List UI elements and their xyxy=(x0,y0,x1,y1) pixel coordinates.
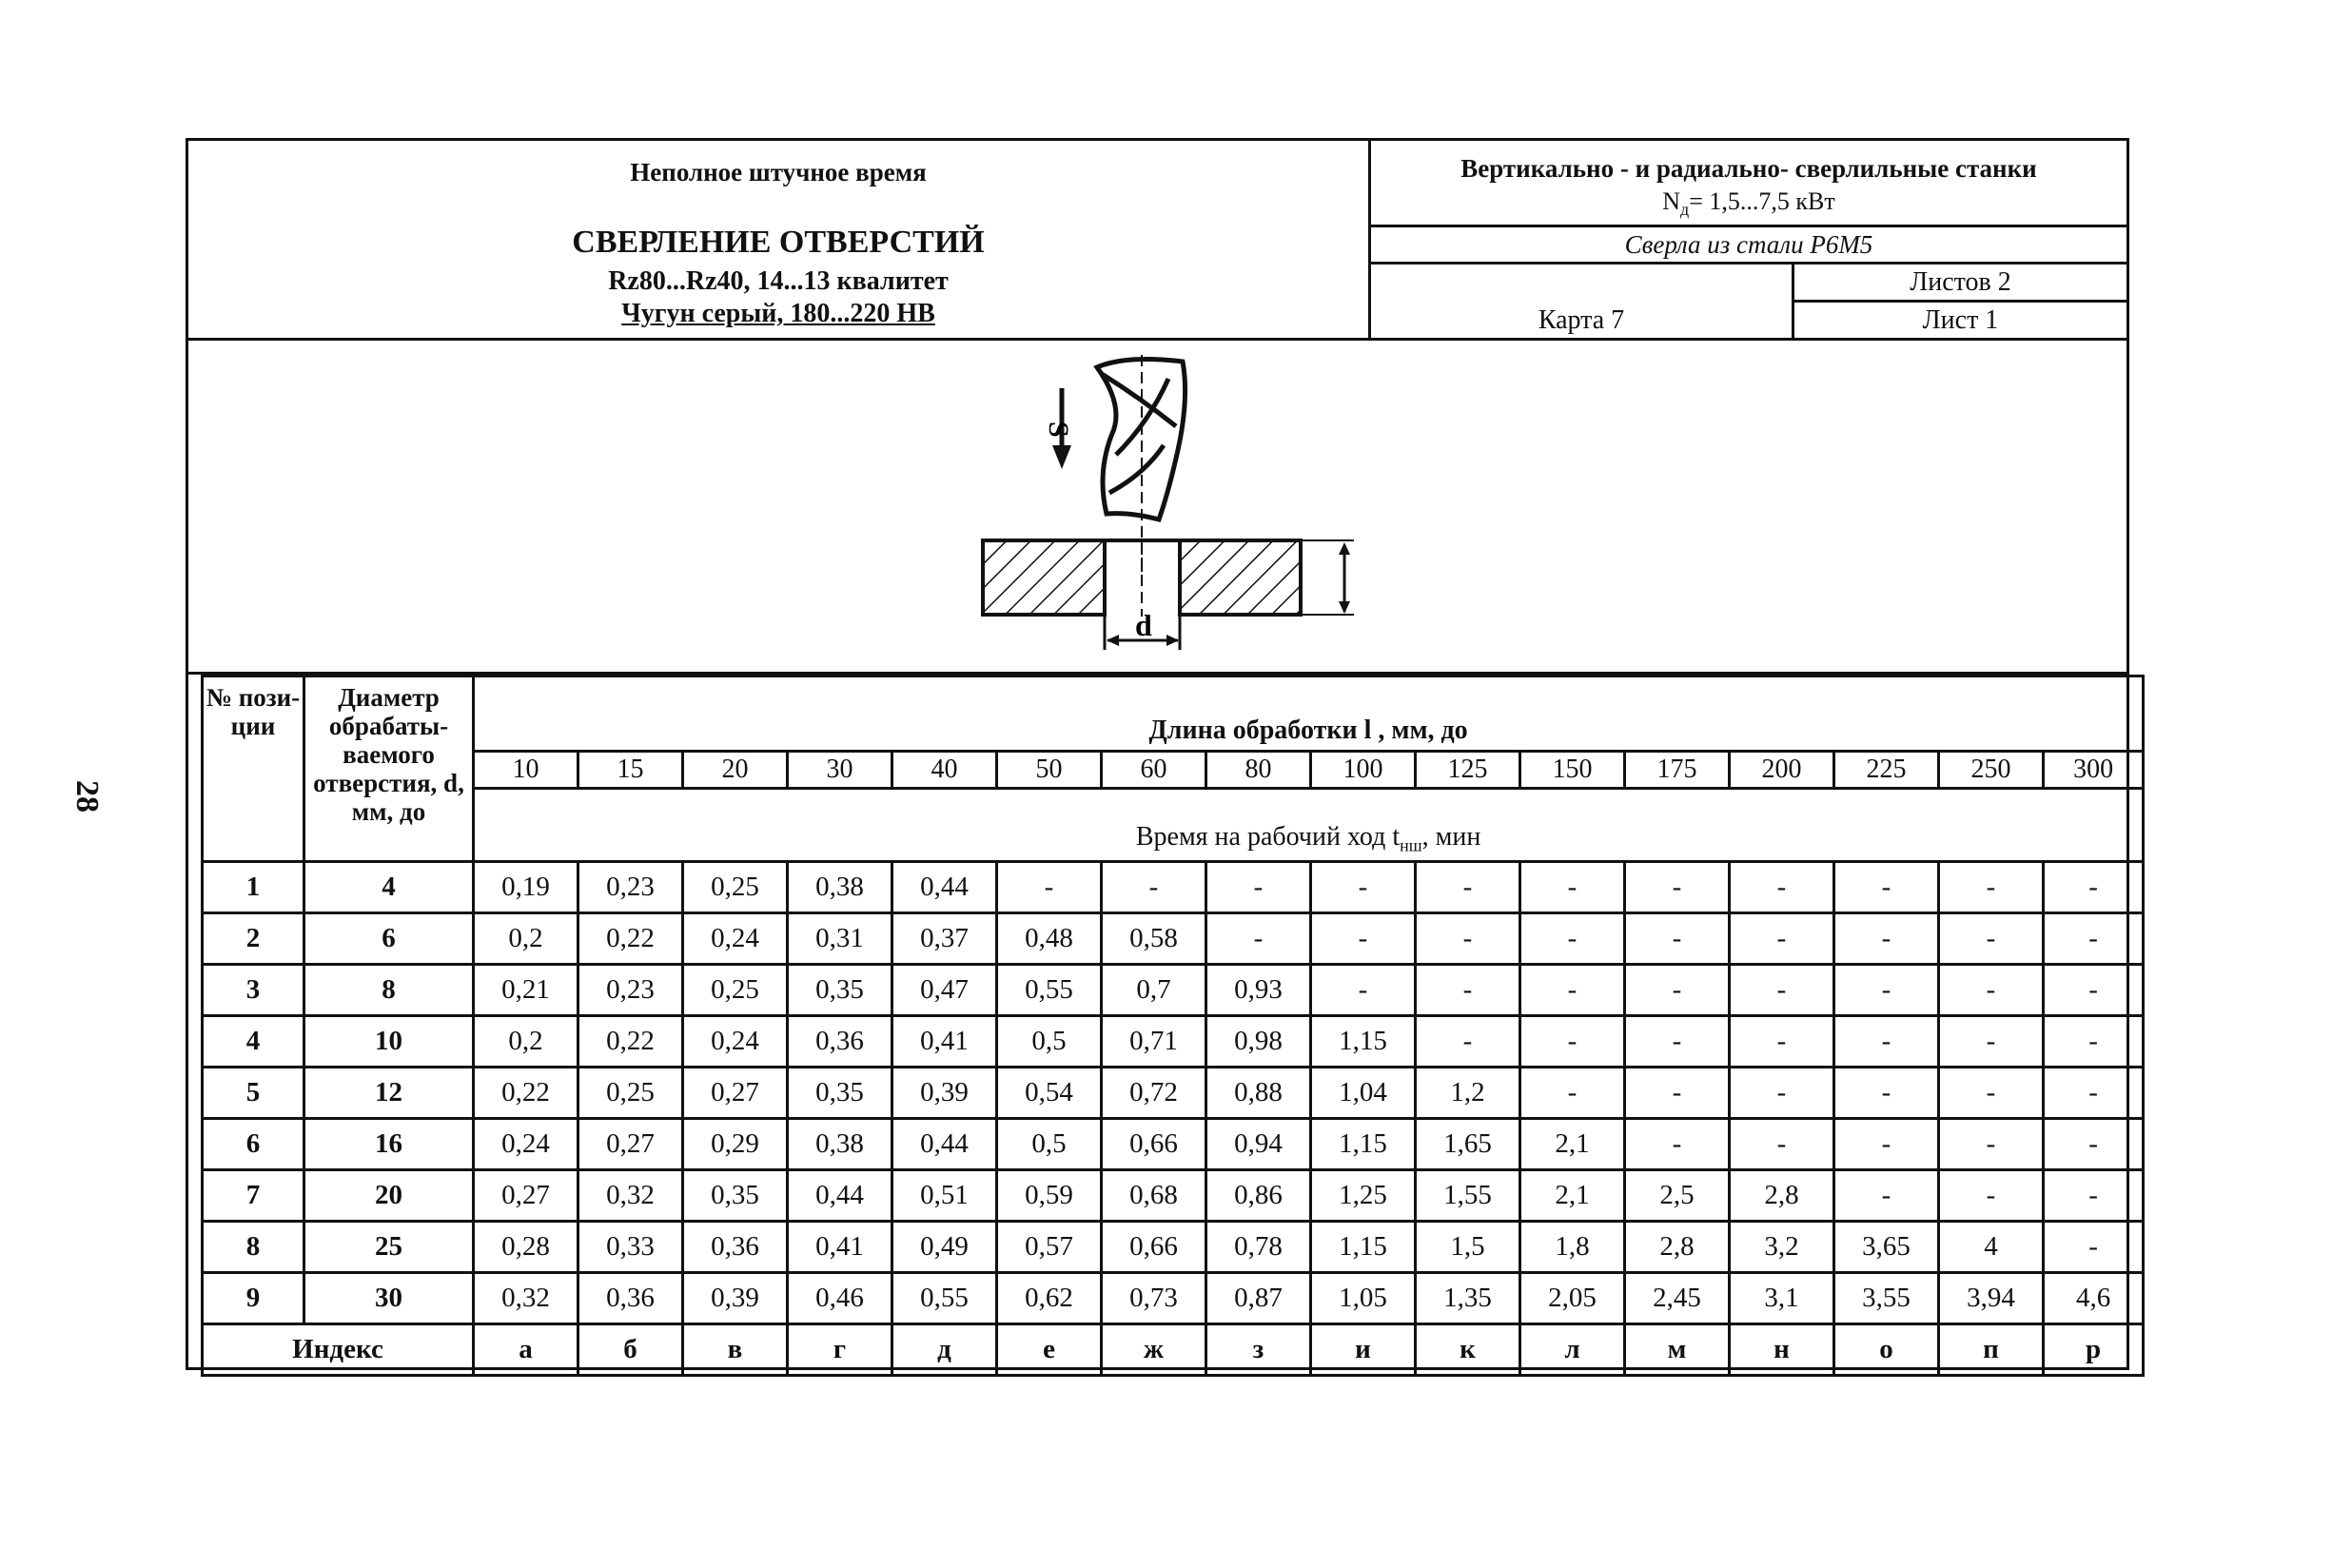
time-cell: 1,15 xyxy=(1311,1119,1416,1170)
time-cell: 0,7 xyxy=(1102,965,1206,1016)
time-cell: 3,55 xyxy=(1834,1273,1939,1324)
time-cell: 0,36 xyxy=(683,1222,788,1273)
time-cell: 0,41 xyxy=(892,1016,997,1068)
length-value: 225 xyxy=(1834,752,1939,789)
position-cell: 9 xyxy=(203,1273,304,1324)
time-cell: 2,8 xyxy=(1625,1222,1730,1273)
time-cell: - xyxy=(1730,1016,1834,1068)
time-cell: 0,46 xyxy=(788,1273,892,1324)
index-row xyxy=(203,1324,2144,1376)
time-table-body xyxy=(203,862,2144,1376)
time-cell: 0,27 xyxy=(683,1068,788,1119)
length-value: 20 xyxy=(683,752,788,789)
diameter-cell: 12 xyxy=(304,1068,474,1119)
sheet-number: Лист 1 xyxy=(1922,305,1999,335)
time-cell: 0,48 xyxy=(997,913,1102,965)
machine-power: $N_д= 1,5...7,5$ кВт xyxy=(1662,187,1835,220)
time-cell: 0,55 xyxy=(997,965,1102,1016)
length-value: 125 xyxy=(1416,752,1520,789)
time-cell: 1,65 xyxy=(1416,1119,1520,1170)
time-cell: - xyxy=(2044,1068,2144,1119)
length-value: 10 xyxy=(474,752,578,789)
index-cell: а xyxy=(474,1324,578,1376)
time-cell: 0,35 xyxy=(788,1068,892,1119)
time-cell: - xyxy=(1730,913,1834,965)
table-row xyxy=(203,1273,2144,1324)
diameter-cell: 6 xyxy=(304,913,474,965)
time-cell: - xyxy=(1311,862,1416,913)
index-cell: к xyxy=(1416,1324,1520,1376)
time-cell: 0,68 xyxy=(1102,1170,1206,1222)
table-row xyxy=(203,1016,2144,1068)
position-cell: 6 xyxy=(203,1119,304,1170)
time-cell: 0,86 xyxy=(1206,1170,1311,1222)
index-cell: л xyxy=(1520,1324,1625,1376)
time-cell: 0,32 xyxy=(578,1170,683,1222)
machine-name: Вертикально - и радиально- сверлильные станки xyxy=(1460,154,2037,183)
time-cell: 0,44 xyxy=(892,1119,997,1170)
position-cell: 7 xyxy=(203,1170,304,1222)
table-row xyxy=(203,862,2144,913)
index-cell: р xyxy=(2044,1324,2144,1376)
time-cell: 2,1 xyxy=(1520,1119,1625,1170)
roughness-quality: Rz80...Rz40, 14...13 квалитет xyxy=(608,266,949,296)
time-cell: - xyxy=(1834,1119,1939,1170)
length-value: 175 xyxy=(1625,752,1730,789)
length-value: 150 xyxy=(1520,752,1625,789)
time-cell: 2,5 xyxy=(1625,1170,1730,1222)
time-cell: - xyxy=(2044,1222,2144,1273)
time-cell: 0,5 xyxy=(997,1119,1102,1170)
time-cell: - xyxy=(1416,862,1520,913)
length-value: 100 xyxy=(1311,752,1416,789)
time-cell: 2,8 xyxy=(1730,1170,1834,1222)
time-cell: 0,47 xyxy=(892,965,997,1016)
time-cell: 0,37 xyxy=(892,913,997,965)
time-cell: - xyxy=(1939,862,2044,913)
time-cell: 0,35 xyxy=(683,1170,788,1222)
feed-label: S xyxy=(1043,421,1074,438)
time-cell: - xyxy=(1939,965,2044,1016)
length-value: 80 xyxy=(1206,752,1311,789)
length-value: 250 xyxy=(1939,752,2044,789)
time-cell: - xyxy=(2044,913,2144,965)
table-row xyxy=(203,1170,2144,1222)
time-cell: 1,15 xyxy=(1311,1016,1416,1068)
time-cell: 3,1 xyxy=(1730,1273,1834,1324)
page-number: 28 xyxy=(69,780,105,813)
time-cell: - xyxy=(1625,1016,1730,1068)
diameter-cell: 16 xyxy=(304,1119,474,1170)
time-cell: - xyxy=(1834,862,1939,913)
time-cell: - xyxy=(1834,1016,1939,1068)
index-cell: в xyxy=(683,1324,788,1376)
time-cell: 0,98 xyxy=(1206,1016,1311,1068)
time-cell: 0,38 xyxy=(788,1119,892,1170)
time-cell: 0,93 xyxy=(1206,965,1311,1016)
time-cell: 0,22 xyxy=(578,913,683,965)
time-cell: 0,32 xyxy=(474,1273,578,1324)
table-row xyxy=(203,1068,2144,1119)
time-cell: 1,2 xyxy=(1416,1068,1520,1119)
time-cell: 0,54 xyxy=(997,1068,1102,1119)
time-cell: 0,27 xyxy=(474,1170,578,1222)
drilling-diagram xyxy=(188,341,2126,675)
time-cell: 0,19 xyxy=(474,862,578,913)
time-cell: 0,5 xyxy=(997,1016,1102,1068)
time-cell: 2,45 xyxy=(1625,1273,1730,1324)
workpiece xyxy=(983,540,1354,650)
time-cell: - xyxy=(2044,1119,2144,1170)
diameter-cell: 10 xyxy=(304,1016,474,1068)
time-cell: 1,5 xyxy=(1416,1222,1520,1273)
length-value: 40 xyxy=(892,752,997,789)
time-cell: 0,23 xyxy=(578,862,683,913)
time-cell: - xyxy=(2044,1016,2144,1068)
drill-sketch xyxy=(188,341,2126,669)
time-cell: 3,94 xyxy=(1939,1273,2044,1324)
index-cell: м xyxy=(1625,1324,1730,1376)
time-cell: 0,51 xyxy=(892,1170,997,1222)
time-cell: 0,24 xyxy=(474,1119,578,1170)
index-cell: и xyxy=(1311,1324,1416,1376)
position-cell: 1 xyxy=(203,862,304,913)
time-cell: 1,04 xyxy=(1311,1068,1416,1119)
time-cell: - xyxy=(1416,1016,1520,1068)
table-row xyxy=(203,913,2144,965)
time-cell: 0,94 xyxy=(1206,1119,1311,1170)
time-cell: - xyxy=(1834,1068,1939,1119)
table-row xyxy=(203,1222,2144,1273)
position-cell: 2 xyxy=(203,913,304,965)
time-cell: - xyxy=(1625,862,1730,913)
time-cell: - xyxy=(1625,913,1730,965)
position-cell: 5 xyxy=(203,1068,304,1119)
index-cell: е xyxy=(997,1324,1102,1376)
time-cell: 0,35 xyxy=(788,965,892,1016)
time-cell: - xyxy=(2044,862,2144,913)
time-cell: 4 xyxy=(1939,1222,2044,1273)
time-cell: 1,8 xyxy=(1520,1222,1625,1273)
time-cell: 0,25 xyxy=(578,1068,683,1119)
time-cell: 3,65 xyxy=(1834,1222,1939,1273)
index-cell: з xyxy=(1206,1324,1311,1376)
time-cell: - xyxy=(1416,965,1520,1016)
time-cell: - xyxy=(1520,1016,1625,1068)
time-cell: - xyxy=(1730,965,1834,1016)
time-cell: 1,35 xyxy=(1416,1273,1520,1324)
time-cell: 1,55 xyxy=(1416,1170,1520,1222)
diameter-cell: 20 xyxy=(304,1170,474,1222)
time-cell: - xyxy=(1102,862,1206,913)
index-cell: п xyxy=(1939,1324,2044,1376)
index-cell: ж xyxy=(1102,1324,1206,1376)
time-cell: - xyxy=(1939,1170,2044,1222)
time-cell: 0,21 xyxy=(474,965,578,1016)
length-value: 30 xyxy=(788,752,892,789)
time-cell: 0,2 xyxy=(474,913,578,965)
time-cell: - xyxy=(2044,1170,2144,1222)
time-cell: 1,15 xyxy=(1311,1222,1416,1273)
time-cell: - xyxy=(1311,965,1416,1016)
time-cell: 1,25 xyxy=(1311,1170,1416,1222)
time-cell: 0,62 xyxy=(997,1273,1102,1324)
time-cell: - xyxy=(1206,862,1311,913)
diameter-cell: 25 xyxy=(304,1222,474,1273)
index-cell: г xyxy=(788,1324,892,1376)
index-cell: б xyxy=(578,1324,683,1376)
length-header: Длина обработки l , мм, до xyxy=(474,676,2144,752)
time-cell: 0,36 xyxy=(578,1273,683,1324)
operation-title: СВЕРЛЕНИЕ ОТВЕРСТИЙ xyxy=(572,225,985,260)
time-cell: - xyxy=(1939,1119,2044,1170)
time-cell: - xyxy=(1625,1068,1730,1119)
time-cell: 0,78 xyxy=(1206,1222,1311,1273)
time-cell: 0,58 xyxy=(1102,913,1206,965)
time-cell: 0,25 xyxy=(683,965,788,1016)
diameter-cell: 4 xyxy=(304,862,474,913)
time-cell: - xyxy=(1730,1119,1834,1170)
diameter-label: d xyxy=(1135,608,1152,642)
header-title-block xyxy=(188,141,1371,338)
time-cell: 0,22 xyxy=(474,1068,578,1119)
table-row xyxy=(203,965,2144,1016)
index-cell: о xyxy=(1834,1324,1939,1376)
machine-type xyxy=(1371,141,2126,227)
time-cell: - xyxy=(1834,965,1939,1016)
time-cell: 0,23 xyxy=(578,965,683,1016)
time-cell: 0,24 xyxy=(683,913,788,965)
length-value: 300 xyxy=(2044,752,2144,789)
time-cell: 0,49 xyxy=(892,1222,997,1273)
time-cell: - xyxy=(1939,1016,2044,1068)
time-cell: 1,05 xyxy=(1311,1273,1416,1324)
time-cell: 0,31 xyxy=(788,913,892,965)
time-cell: 0,55 xyxy=(892,1273,997,1324)
time-cell: 0,25 xyxy=(683,862,788,913)
col-position-header: № пози- ции xyxy=(203,676,304,862)
time-cell: 0,39 xyxy=(683,1273,788,1324)
card-number: Карта 7 xyxy=(1371,265,1794,338)
header-info-block xyxy=(1371,141,2126,338)
time-cell: - xyxy=(997,862,1102,913)
time-cell: 0,57 xyxy=(997,1222,1102,1273)
time-cell: 0,29 xyxy=(683,1119,788,1170)
time-cell: - xyxy=(1625,1119,1730,1170)
sheets-total: Листов 2 xyxy=(1794,265,2126,303)
norm-card xyxy=(186,138,2129,1370)
time-cell: - xyxy=(1730,1068,1834,1119)
time-cell: - xyxy=(1520,862,1625,913)
position-cell: 3 xyxy=(203,965,304,1016)
time-cell: 0,72 xyxy=(1102,1068,1206,1119)
diameter-cell: 30 xyxy=(304,1273,474,1324)
time-cell: - xyxy=(2044,965,2144,1016)
position-cell: 4 xyxy=(203,1016,304,1068)
time-cell: 4,6 xyxy=(2044,1273,2144,1324)
length-value: 200 xyxy=(1730,752,1834,789)
index-cell: н xyxy=(1730,1324,1834,1376)
time-cell: 0,38 xyxy=(788,862,892,913)
time-cell: 0,27 xyxy=(578,1119,683,1170)
time-cell: 0,87 xyxy=(1206,1273,1311,1324)
time-cell: 0,39 xyxy=(892,1068,997,1119)
time-cell: 0,59 xyxy=(997,1170,1102,1222)
time-cell: 2,1 xyxy=(1520,1170,1625,1222)
time-table xyxy=(201,675,2145,1377)
time-cell: 0,66 xyxy=(1102,1222,1206,1273)
time-cell: 0,71 xyxy=(1102,1016,1206,1068)
time-cell: - xyxy=(1625,965,1730,1016)
time-cell: 0,44 xyxy=(788,1170,892,1222)
time-cell: 0,36 xyxy=(788,1016,892,1068)
time-cell: - xyxy=(1206,913,1311,965)
time-cell: - xyxy=(1939,913,2044,965)
time-cell: 0,66 xyxy=(1102,1119,1206,1170)
time-cell: - xyxy=(1939,1068,2044,1119)
time-cell: 0,41 xyxy=(788,1222,892,1273)
position-cell: 8 xyxy=(203,1222,304,1273)
drill-material: Сверла из стали Р6М5 xyxy=(1371,227,2126,265)
time-cell: - xyxy=(1520,913,1625,965)
length-value: 50 xyxy=(997,752,1102,789)
col-diameter-header: Диаметр обрабаты- ваемого отверстия, d, мм, до xyxy=(304,676,474,862)
time-cell: 0,24 xyxy=(683,1016,788,1068)
time-cell: 3,2 xyxy=(1730,1222,1834,1273)
time-table-wrap xyxy=(201,675,2131,1367)
card-header xyxy=(188,141,2126,341)
time-cell: 0,33 xyxy=(578,1222,683,1273)
header-subtitle: Неполное штучное время xyxy=(630,158,927,186)
length-values-row xyxy=(203,752,2144,789)
time-cell: - xyxy=(1730,862,1834,913)
table-row xyxy=(203,1119,2144,1170)
time-cell: 0,28 xyxy=(474,1222,578,1273)
time-cell: - xyxy=(1520,1068,1625,1119)
time-cell: 0,44 xyxy=(892,862,997,913)
time-cell: - xyxy=(1311,913,1416,965)
time-cell: 0,22 xyxy=(578,1016,683,1068)
time-cell: 0,2 xyxy=(474,1016,578,1068)
time-header: Время на рабочий ход $t_{нш}$, мин xyxy=(474,789,2144,862)
length-value: 60 xyxy=(1102,752,1206,789)
time-cell: 0,88 xyxy=(1206,1068,1311,1119)
time-cell: - xyxy=(1834,1170,1939,1222)
diameter-cell: 8 xyxy=(304,965,474,1016)
time-cell: 0,73 xyxy=(1102,1273,1206,1324)
time-cell: - xyxy=(1416,913,1520,965)
index-label: Индекс xyxy=(203,1324,474,1376)
time-cell: - xyxy=(1520,965,1625,1016)
material: Чугун серый, 180...220 НВ xyxy=(621,299,935,328)
index-cell: д xyxy=(892,1324,997,1376)
time-cell: - xyxy=(1834,913,1939,965)
time-cell: 2,05 xyxy=(1520,1273,1625,1324)
length-value: 15 xyxy=(578,752,683,789)
